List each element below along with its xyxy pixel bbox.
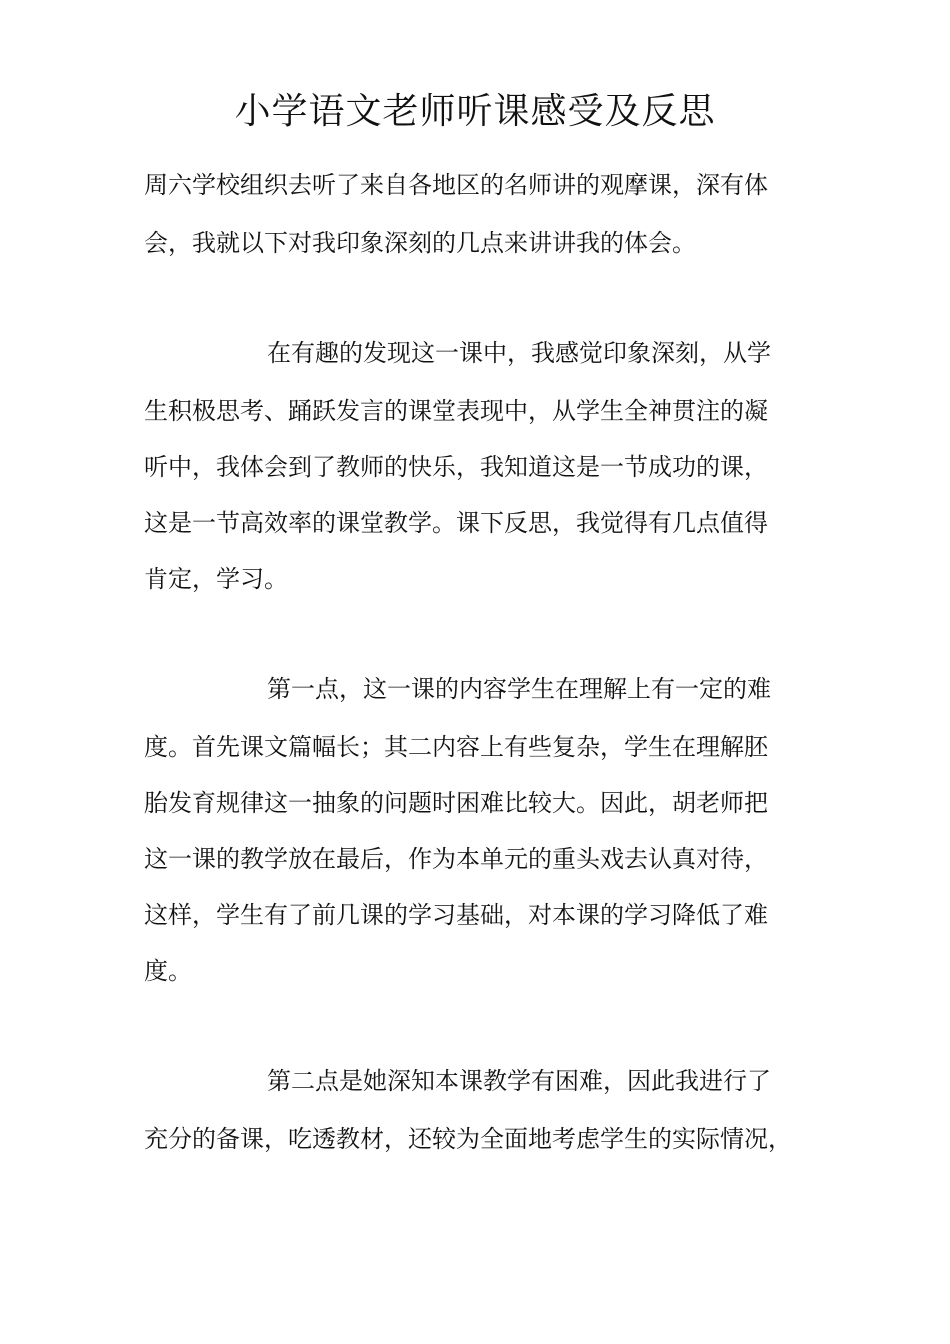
paragraph-4-line-1: 第二点是她深知本课教学有困难，因此我进行了	[267, 1067, 771, 1095]
paragraph-2-line-1: 在有趣的发现这一课中，我感觉印象深刻，从学	[267, 339, 771, 367]
paragraph-1-line-1: 周六学校组织去听了来自各地区的名师讲的观摩课，深有体	[144, 171, 768, 199]
paragraph-4-line-2: 充分的备课，吃透教材，还较为全面地考虑学生的实际情况，	[144, 1125, 792, 1153]
paragraph-2-line-3: 听中，我体会到了教师的快乐，我知道这是一节成功的课，	[144, 453, 768, 481]
paragraph-3-line-3: 胎发育规律这一抽象的问题时困难比较大。因此，胡老师把	[144, 789, 768, 817]
paragraph-3-line-5: 这样，学生有了前几课的学习基础，对本课的学习降低了难	[144, 901, 768, 929]
paragraph-1-line-2: 会，我就以下对我印象深刻的几点来讲讲我的体会。	[144, 229, 696, 257]
paragraph-3-line-1: 第一点，这一课的内容学生在理解上有一定的难	[267, 675, 771, 703]
paragraph-2-line-4: 这是一节高效率的课堂教学。课下反思，我觉得有几点值得	[144, 509, 768, 537]
paragraph-2-line-2: 生积极思考、踊跃发言的课堂表现中，从学生全神贯注的凝	[144, 397, 768, 425]
paragraph-3-line-6: 度。	[144, 957, 192, 985]
paragraph-2-line-5: 肯定，学习。	[144, 565, 288, 593]
paragraph-3-line-2: 度。首先课文篇幅长；其二内容上有些复杂，学生在理解胚	[144, 733, 768, 761]
paragraph-3-line-4: 这一课的教学放在最后，作为本单元的重头戏去认真对待，	[144, 845, 768, 873]
document-title: 小学语文老师听课感受及反思	[234, 91, 716, 132]
